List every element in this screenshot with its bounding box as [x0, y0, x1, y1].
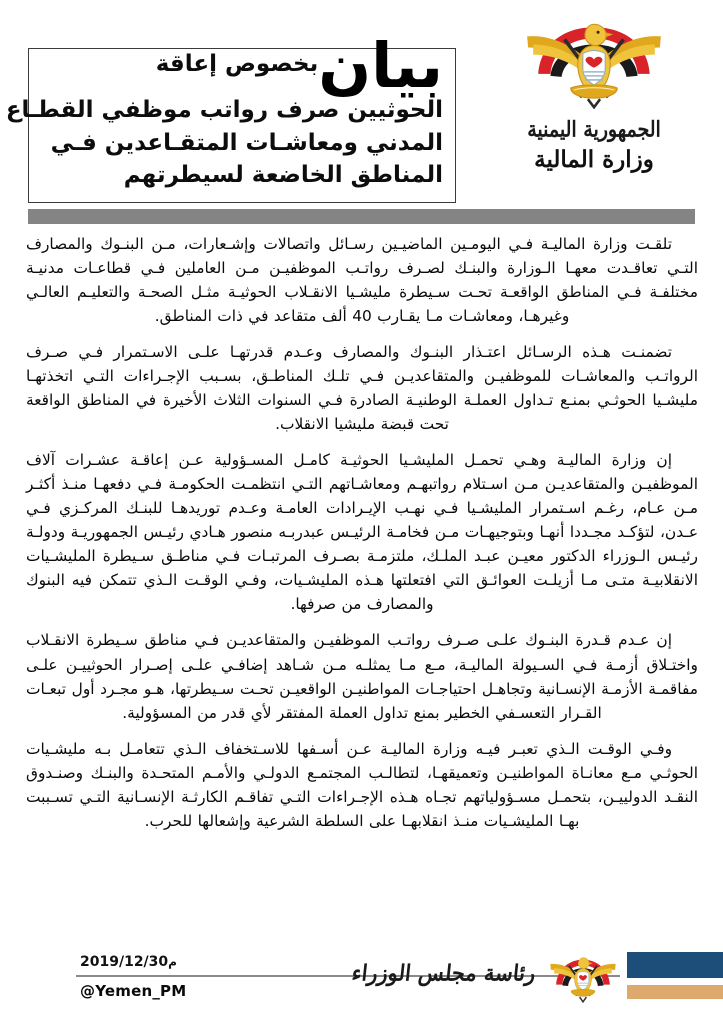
header-divider-bar — [28, 209, 695, 224]
yemen-eagle-emblem-icon — [547, 950, 619, 1012]
title-first-line — [41, 29, 443, 102]
statement-paragraph: تلقـت وزارة الماليـة فـي اليومـين الماضيـين رسـائل واتصالات وإشـعارات، مـن البنـوك والمصارف التـي تعاقـدت معهـا الـوزارة والبنـك لصـرف رواتـب الموظفيـن مـن العاملين فـي قطاعـات مدنيـة مختلفـة فـي المناطق الواقعـة تحـت سـيطرة مليشـيا الانقـلاب الحوثيـة مثـل الصحـة والتعليـم العالـي وغيرهـا، ومعاشـات مـا يقـارب 40 ألف متقاعد في ذات المناطق. — [26, 235, 698, 326]
statement-keyword: بيان — [318, 29, 443, 102]
title-subject-lines — [5, 94, 443, 192]
title-subject-prefix: بخصوص إعاقة — [155, 51, 319, 77]
statement-paragraph: إن وزارة الماليـة وهـي تحمـل المليشـيا الحوثيـة كامـل المسـؤولية عـن إعاقـة عشـرات آلاف الموظفيـن والمتقاعديـن مـن اسـتلام رواتبهـم ومعاشـاتهم التـي انتظمـت الحكومـة فـي دفعهـا منـذ أكثـر مـن عـام، رغـم اسـتمرار المليشـيا فـي نهـب الإيـرادات العامـة وعـدم توريدهـا للبنـك المركـزي فـي عـدن، لتؤكـد مجـددا أنهـا وبتوجيهـات مـن فخامـة الرئيـس عبدربـه منصور هـادي رئيـس الجمهوريـة ودولـة رئيـس الـوزراء الدكتور معيـن عبـد الملـك، ملتزمـة بصـرف المرتبـات فـي مناطـق سـيطرة المليشـيات الانقلابيـة متـى مـا أزيلـت العوائـق التي افتعلتها هـذه المليشـيات، وفـي الوقـت الـذي تتمكن فيه البنوك والمصارف من صرفها. — [26, 451, 698, 614]
statement-title-box — [5, 29, 456, 203]
statement-paragraph: إن عـدم قـدرة البنـوك علـى صـرف رواتـب الموظفيـن والمتقاعديـن فـي مناطق سـيطرة الانقـلاب واختـلاق أزمـة فـي السـيولة الماليـة، مـع مـا يمثلـه مـن شـاهد إضافـي علـى إصـرار الحوثييـن علـى مفاقمـة الأزمـة الإنسـانية وتجاهـل احتياجـات المواطنيـن الواقعيـن تحـت سـيطرتها، هـو مجـرد أول تبعـات القـرار التعسـفي الخطير بمنع تداول العملة المفتقر لأي قدر من المسؤولية. — [26, 631, 698, 722]
emblem-country-label: الجمهورية اليمنية — [527, 117, 661, 143]
date-value: 2019/12/30 — [80, 954, 169, 970]
statement-body — [26, 232, 698, 845]
publication-date — [80, 954, 177, 970]
statement-paragraph: تضمنـت هـذه الرسـائل اعتـذار البنـوك والمصارف وعـدم قدرتهـا علـى الاسـتمرار فـي صـرف الرواتـب والمعاشـات للموظفيـن والمتقاعديـن فـي تلـك المناطـق، بسـبب الإجـراءات التـي اتخذتهـا مليشـيا الحوثـي بمنـع تـداول العملـة الوطنيـة الصادرة فـي السنوات الثلاث الأخيرة في المناطق الواقعة تحت قبضة مليشيا الانقلاب. — [26, 343, 698, 434]
brand-bar-secondary — [627, 985, 723, 999]
brand-bar-primary — [627, 952, 723, 978]
emblem-ministry-label: وزارة المالية — [534, 145, 654, 173]
document-header — [0, 0, 723, 200]
social-handle: @Yemen_PM — [80, 982, 187, 1000]
title-subject-line: المناطق الخاضعة لسيطرتهم — [123, 162, 443, 189]
footer-divider-rule — [76, 975, 620, 977]
document-footer — [0, 946, 723, 1024]
brand-color-bars — [627, 952, 723, 999]
ministry-emblem-block — [479, 14, 709, 172]
date-era-mark: م — [168, 955, 177, 969]
statement-paragraph: وفـي الوقـت الـذي تعبـر فيـه وزارة الماليـة عـن أسـفها للاسـتخفاف الـذي تتعامـل بـه مليشـيات الحوثـي مـع معانـاة المواطنيـن وتعميقهـا، لتطالـب المجتمـع الدولـي والأمـم المتحـدة والبنـك وصنـدوق النقـد الدولييـن، بتحمـل مسـؤولياتهم تجـاه هـذه الإجـراءات التـي تفاقـم الكارثـة الإنسـانية التـي تسـببت بهـا المليشـيات منـذ انقلابهـا على السلطة الشرعية وإشعالها للحرب. — [26, 739, 698, 830]
title-subject-line: الحوثيين صرف رواتب موظفي القطـاع — [5, 97, 443, 124]
cabinet-signature-label: رئاسة مجلس الوزراء — [350, 959, 537, 986]
yemen-eagle-emblem-icon — [518, 14, 670, 118]
title-subject-line: المدني ومعاشـات المتقـاعدين فـي — [50, 129, 443, 156]
